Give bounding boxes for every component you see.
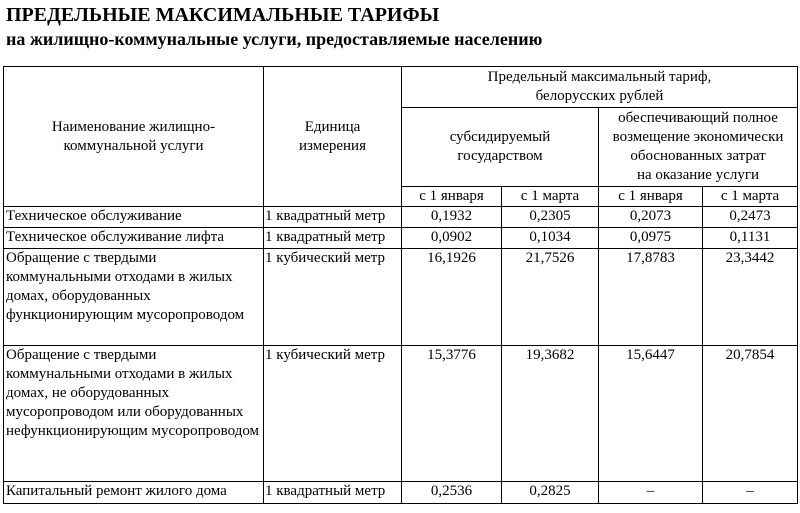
tariff-full-jan: 17,8783 [599, 249, 703, 346]
tariff-table [3, 66, 798, 504]
service-name: Обращение с твердыми коммунальными отходами в жилых домах, оборудованных функционирующим мусоропроводом [4, 249, 264, 346]
header-unit: Единица измерения [264, 67, 402, 207]
tariff-full-mar: 0,2473 [703, 207, 798, 228]
header-max-tariff: Предельный максимальный тариф, белорусских рублей [402, 67, 798, 108]
service-name: Обращение с твердыми коммунальными отходами в жилых домах, не оборудованных мусоропроводом или оборудованных нефункционирующим мусоропроводом [4, 346, 264, 482]
header-subsidized: субсидируемый государством [402, 108, 599, 187]
tariff-sub-mar: 0,2825 [502, 482, 599, 504]
header-service-name: Наименование жилищно- коммунальной услуги [4, 67, 264, 207]
tariff-full-jan: – [599, 482, 703, 504]
tariff-sub-jan: 15,3776 [402, 346, 502, 482]
tariff-sub-jan: 0,0902 [402, 228, 502, 249]
table-row [4, 346, 798, 482]
unit: 1 кубический метр [264, 346, 402, 482]
page-subtitle: на жилищно-коммунальные услуги, предоставляемые населению [6, 29, 543, 49]
table-row [4, 249, 798, 346]
header-full-mar: с 1 марта [703, 187, 798, 207]
tariff-sub-jan: 16,1926 [402, 249, 502, 346]
header-sub-jan: с 1 января [402, 187, 502, 207]
unit: 1 кубический метр [264, 249, 402, 346]
table-row [4, 482, 798, 504]
tariff-full-jan: 0,2073 [599, 207, 703, 228]
header-full-jan: с 1 января [599, 187, 703, 207]
tariff-full-mar: 23,3442 [703, 249, 798, 346]
tariff-full-jan: 0,0975 [599, 228, 703, 249]
tariff-full-mar: 20,7854 [703, 346, 798, 482]
service-name: Техническое обслуживание [4, 207, 264, 228]
unit: 1 квадратный метр [264, 482, 402, 504]
tariff-full-mar: – [703, 482, 798, 504]
header-sub-mar: с 1 марта [502, 187, 599, 207]
unit: 1 квадратный метр [264, 228, 402, 249]
tariff-sub-mar: 0,2305 [502, 207, 599, 228]
unit: 1 квадратный метр [264, 207, 402, 228]
tariff-full-jan: 15,6447 [599, 346, 703, 482]
page-title: ПРЕДЕЛЬНЫЕ МАКСИМАЛЬНЫЕ ТАРИФЫ [6, 4, 440, 26]
tariff-sub-jan: 0,2536 [402, 482, 502, 504]
tariff-sub-jan: 0,1932 [402, 207, 502, 228]
header-full-compensation: обеспечивающий полное возмещение экономически обоснованных затрат на оказание услуги [599, 108, 798, 187]
service-name: Капитальный ремонт жилого дома [4, 482, 264, 504]
tariff-full-mar: 0,1131 [703, 228, 798, 249]
tariff-sub-mar: 21,7526 [502, 249, 599, 346]
tariff-sub-mar: 19,3682 [502, 346, 599, 482]
table-row [4, 228, 798, 249]
service-name: Техническое обслуживание лифта [4, 228, 264, 249]
tariff-sub-mar: 0,1034 [502, 228, 599, 249]
table-row [4, 207, 798, 228]
